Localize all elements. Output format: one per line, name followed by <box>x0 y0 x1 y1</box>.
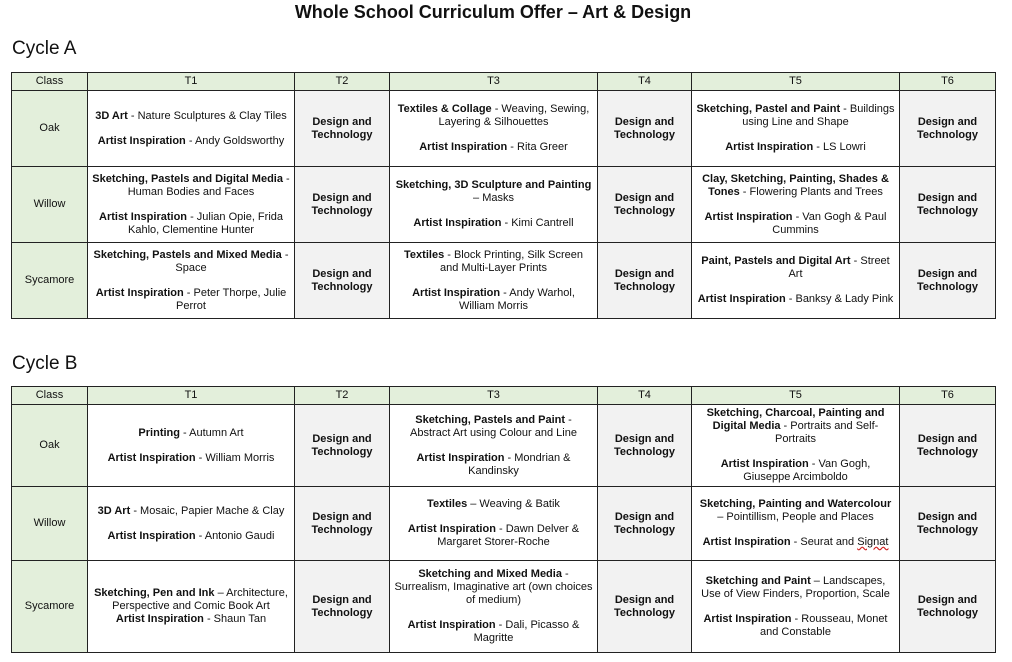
topic-text: Sketching and Paint – Landscapes, Use of View Finders, Proportion, Scale <box>701 574 890 600</box>
t1-cell <box>88 487 295 561</box>
header-t1: T1 <box>88 73 295 91</box>
topic-text: Sketching, Pen and Ink – Architecture, Perspective and Comic Book Art <box>94 587 288 612</box>
artist-inspiration: Artist Inspiration - Van Gogh & Paul Cummins <box>704 210 887 236</box>
topic-text: Sketching and Mixed Media - Surrealism, Imaginative art (own choices of medium) <box>394 568 593 606</box>
artist-inspiration: Artist Inspiration - Van Gogh, Giuseppe Arcimboldo <box>720 458 871 483</box>
header-t2: T2 <box>295 73 390 91</box>
t3-cell <box>390 561 598 653</box>
t5-cell <box>692 561 900 653</box>
artist-inspiration: Artist Inspiration - Dali, Picasso & Magritte <box>407 619 580 644</box>
class-cell: Sycamore <box>12 561 88 653</box>
topic-text: Clay, Sketching, Painting, Shades & Tones - Flowering Plants and Trees <box>702 172 889 198</box>
header-t3: T3 <box>390 387 598 405</box>
header-t5: T5 <box>692 73 900 91</box>
t2-cell: Design and Technology <box>295 91 390 167</box>
topic-text: Sketching, 3D Sculpture and Painting – Masks <box>395 179 592 204</box>
cycle-a-table <box>11 72 996 319</box>
t1-cell <box>88 243 295 319</box>
t5-cell <box>692 405 900 487</box>
class-cell: Willow <box>12 487 88 561</box>
topic-text: Textiles - Block Printing, Silk Screen and Multi-Layer Prints <box>404 248 583 274</box>
t6-cell: Design and Technology <box>900 91 996 167</box>
class-cell: Oak <box>12 91 88 167</box>
topic-text: Textiles – Weaving & Batik <box>427 498 560 510</box>
artist-inspiration: Artist Inspiration - Julian Opie, Frida Kahlo, Clementine Hunter <box>99 210 283 236</box>
header-class: Class <box>12 73 88 91</box>
t3-cell <box>390 487 598 561</box>
t2-cell: Design and Technology <box>295 167 390 243</box>
t3-cell <box>390 405 598 487</box>
t1-cell <box>88 167 295 243</box>
artist-inspiration: Artist Inspiration - Kimi Cantrell <box>413 217 574 229</box>
t3-cell <box>390 91 598 167</box>
cycle-b-heading: Cycle B <box>12 353 78 374</box>
artist-inspiration: Artist Inspiration - Shaun Tan <box>115 613 267 625</box>
t5-cell <box>692 167 900 243</box>
t1-cell <box>88 91 295 167</box>
header-t3: T3 <box>390 73 598 91</box>
header-t4: T4 <box>598 387 692 405</box>
artist-inspiration: Artist Inspiration - Mondrian & Kandinsky <box>416 451 571 477</box>
topic-text: Sketching, Pastels and Mixed Media - Space <box>93 248 289 274</box>
topic-text: 3D Art - Mosaic, Papier Mache & Clay <box>97 504 285 517</box>
topic-text: Sketching, Painting and Watercolour – Pointillism, People and Places <box>699 498 892 523</box>
page-title: Whole School Curriculum Offer – Art & Design <box>294 2 692 22</box>
cycle-a-heading: Cycle A <box>12 38 77 59</box>
header-class: Class <box>12 387 88 405</box>
topic-text: 3D Art - Nature Sculptures & Clay Tiles <box>95 109 287 122</box>
t5-cell <box>692 243 900 319</box>
t4-cell: Design and Technology <box>598 405 692 487</box>
spellcheck-word: Signat <box>857 536 889 548</box>
header-t4: T4 <box>598 73 692 91</box>
topic-text: Textiles & Collage - Weaving, Sewing, Layering & Silhouettes <box>397 103 590 128</box>
t4-cell: Design and Technology <box>598 91 692 167</box>
topic-text: Sketching, Charcoal, Painting and Digital Media - Portraits and Self-Portraits <box>706 407 885 445</box>
t4-cell: Design and Technology <box>598 167 692 243</box>
t2-cell: Design and Technology <box>295 243 390 319</box>
header-t1: T1 <box>88 387 295 405</box>
header-t6: T6 <box>900 387 996 405</box>
table-row <box>12 405 996 487</box>
t3-cell <box>390 167 598 243</box>
artist-inspiration: Artist Inspiration - Peter Thorpe, Julie Perrot <box>95 286 287 312</box>
header-t6: T6 <box>900 73 996 91</box>
artist-inspiration: Artist Inspiration - Seurat and Signat <box>702 536 889 548</box>
t6-cell: Design and Technology <box>900 243 996 319</box>
t4-cell: Design and Technology <box>598 561 692 653</box>
artist-inspiration: Artist Inspiration - Antonio Gaudi <box>107 529 275 542</box>
table-row <box>12 167 996 243</box>
artist-inspiration: Artist Inspiration - Dawn Delver & Margaret Storer-Roche <box>407 523 580 548</box>
t3-cell <box>390 243 598 319</box>
table-row <box>12 91 996 167</box>
t2-cell: Design and Technology <box>295 487 390 561</box>
topic-text: Printing - Autumn Art <box>138 426 244 439</box>
class-cell: Willow <box>12 167 88 243</box>
t6-cell: Design and Technology <box>900 487 996 561</box>
table-header-row <box>12 73 996 91</box>
artist-inspiration: Artist Inspiration - Banksy & Lady Pink <box>697 293 894 305</box>
t6-cell: Design and Technology <box>900 405 996 487</box>
artist-inspiration: Artist Inspiration - Andy Warhol, William Morris <box>412 286 575 312</box>
topic-text: Paint, Pastels and Digital Art - Street Art <box>701 255 890 280</box>
t6-cell: Design and Technology <box>900 561 996 653</box>
table-row <box>12 243 996 319</box>
header-t5: T5 <box>692 387 900 405</box>
t4-cell: Design and Technology <box>598 487 692 561</box>
t1-cell <box>88 405 295 487</box>
table-header-row <box>12 387 996 405</box>
artist-inspiration: Artist Inspiration - Andy Goldsworthy <box>97 134 285 147</box>
artist-inspiration: Artist Inspiration - Rousseau, Monet and Constable <box>703 612 888 638</box>
topic-text: Sketching, Pastels and Paint - Abstract Art using Colour and Line <box>410 413 577 439</box>
cycle-b-table <box>11 386 996 653</box>
artist-inspiration: Artist Inspiration - William Morris <box>107 451 275 464</box>
table-row <box>12 561 996 653</box>
t1-cell <box>88 561 295 653</box>
t4-cell: Design and Technology <box>598 243 692 319</box>
t2-cell: Design and Technology <box>295 405 390 487</box>
t6-cell: Design and Technology <box>900 167 996 243</box>
artist-inspiration: Artist Inspiration - LS Lowri <box>725 141 866 153</box>
class-cell: Oak <box>12 405 88 487</box>
table-row <box>12 487 996 561</box>
artist-inspiration: Artist Inspiration - Rita Greer <box>419 141 568 153</box>
topic-text: Sketching, Pastel and Paint - Buildings using Line and Shape <box>696 103 895 128</box>
topic-text: Sketching, Pastels and Digital Media - Human Bodies and Faces <box>92 172 290 198</box>
class-cell: Sycamore <box>12 243 88 319</box>
header-t2: T2 <box>295 387 390 405</box>
t5-cell <box>692 91 900 167</box>
t5-cell <box>692 487 900 561</box>
t2-cell: Design and Technology <box>295 561 390 653</box>
